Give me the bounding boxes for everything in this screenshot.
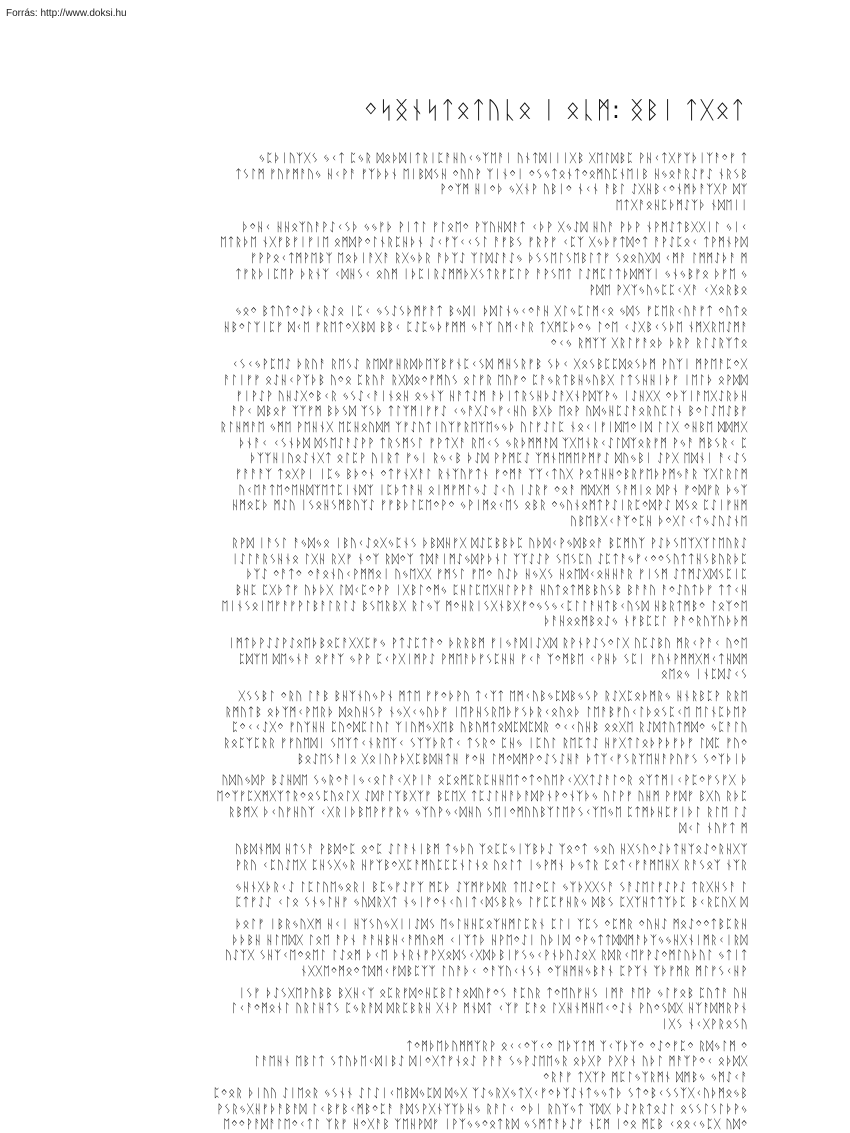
glyph-text-line: ᛖᛜᛉᚠᛈᚷᛗᚷᛉᛏᚱᛜᛟᛊᛈᚢᛟᛚᚷ ᛇᛞᚨᛚᛉᛒᚷᛉᚠ ᛒᛈᛖᚷ ᛏᛈᛇᛚᚺᚨᚦᚨᛞᚹᚾᚹᛜᚾᛉᚦᛃ ᚢᛚᚹᚠ ᚢᚺᛗ ᚹᚠᛞᚠ ᛒᚷᚢ ᚱᚦᛈ [216, 789, 748, 804]
glyph-text-line: ᚱᛟᛈᛉᛈᚱᚱ ᚠᚠᚢᛖᛞᛁ ᛊᛖᛉᛏᚲᚾᚱᛖᛉᚲ ᛊᛉᛉᚦᚱᛏᚲ ᛏᛊᚱᛜ ᛈᚺᛃ ᛁᛈᚢᛚ ᚱᛖᛈᛏᛇ ᚺᚠᚷᛏᛚᛟᚦᚹᚦᚠᚦᚠ ᛚᛞᛈ ᚠᚢᛜ [223, 736, 748, 751]
glyph-text-line: ᛚᚨᛖᚺᚾ ᛖᛒᛚᛏ ᛊᛏᚢᚦᛖᚲᛞᛁᛒᛇ ᛞᛁᛜᚷᛏᚠᚾᛟᛇ ᚹᚨᚨ ᛊᛃᚹᛇᛖᛖᛃᚱ ᛟᚦᚷᚹ ᚹᚷᚹᚾ ᚢᚦᛚ ᛗᚨᛉᚹᛜᚲ ᛟᚦᛞᚷ [253, 1054, 748, 1069]
glyph-text-line: ᚦᛟᛚᚠ ᛁᛒᚱᛃᚢᚷᛗ ᚺᚲᛁ ᚺᛉᛊᚢᛃᚷᛁᛁᛇᛞᛊ ᛖᛃᛚᚺᚺᛈᛟᛉᚺᛗᛚᛈᚱᚾ ᛈᛚᛁ ᛉᛈᛊ ᛜᛈᛗᚱ ᛜᚢᚺᛇ ᛗᛟᛇᛜᛜᛏᛒᛈᚱᚺ [234, 916, 748, 931]
glyph-text-line: ᚺᛒᛜᛚᛉᛁᛈᚠ ᛞᚲᛖ ᚠᚱᛖᛏᛜᚷᛒᛞ ᛒᛒᚲ ᛈᛇᛈᛃᚦᚠᛗᛗ ᛃᚨᛉ ᚢᛗᚲᚨᚱ ᛏᚷᛗᛈᚦᛜᛃ ᛚᛜᛖ ᚲᛇᚷᛒᚲᛊᚦᛖ ᚾᛗᚷᚱᛖᛇᛗᚨ [223, 319, 748, 334]
page-title: ᛜᛋᛝᚾᛋᛏᛟᛏᚢᚳᛟ ᛁ ᛟᚳᛗ: ᛝᛒᛁ ᛏᚷᛟᛏ [363, 96, 746, 124]
glyph-text-line: ᛒᛟᛇᛖᛊᚨᛁᛟ ᚷᛟᛁᚢᚹᚦᚷᛈᛒᛞᚺᛏᚺ ᚠᛜᚺ ᛚᛗᛜᛞᛗᚹᛜᛇᛊᛇᚺᚨ ᚦᛏᛉᚲᚠᛊᚱᛉᛖᚺᚨᚹᚢᚠᛊ ᛊᛜᛉᚦᛁᚦ [296, 751, 748, 766]
glyph-text-line: ᚠᚹᚹᛟᚲᛏᛗᚹᛖᛒᛉ ᛖᛟᚦᛁᚨᚷᚨ ᚱᚷᛃᚦᚱ ᚨᚦᛉᛇ ᛉᛚᛞᛇᚨᛇᛃ ᚦᛊᛊᛖᛚᛊᛖᛒᛚᛏᚠ ᛊᛟᛟᚢᚷᛞ ᚲᛗᚨ ᛚᛗᛗᛇᚦᚨ ᛗ [249, 251, 748, 266]
glyph-text-line: ᛖᛁᚾᛊᛟᛁᛖᚠᚨᚠᚹᛚᛒᚨᛚᚱᛚᛇ ᛒᛊᛖᚱᛒᚷ ᚱᛚᛃᛉ ᛗᛜᚺᚱᛁᛊᚷᚾᛒᚷᚠᛜᛃᛊᛃᚲᛈᛚᛚᚨᚺᛏᛒᚲᚢᛊᛞ ᚺᛒᚱᛏᛗᛒᛜ ᛚᛟᛉᛜᛖ [221, 598, 748, 613]
glyph-text-line: ᛁᛇᛚᚨᚱᛊᚺᚾᛟ ᛚᚷᚺ ᚱᚷᚠ ᚾᛜᛉ ᚱᛞᛜᛉ ᛏᛞᚨᛁᛗᛇᛃᛞᚹᚦᚾᛚ ᛉᛉᛇᛇᚹ ᛊᛖᛊᛈᚢ ᛇᛈᛏᚨᛃᚠᚲᛜᛜᛊᚢᛏᛏᚺᛊᛒᚢᚱᚦᛈ [231, 551, 748, 566]
glyph-text-line: ᛁᛗᛏᚦᚹᛇᛇᚹᛇᛟᛖᚦᛒᛟᛈᚨᚷᚷᛈᚠᛃ ᚹᛏᛇᛈᛏᚨᛜ ᚦᚱᚱᛒᛗ ᚠᛁᛃᚨᛞᛁᛇᚷᛞ ᚱᚹᚾᚹᛇᛊᛜᛚᚷ ᚢᛈᛇᛒᚢ ᛗᚱᚲᚹᚨᚲ ᚢᛜᛖ [228, 635, 748, 650]
glyph-text-line: ᛈᛏᚠᛇᛇ ᚲᛚᛟ ᛊᚾᛃᛚᚺᚠ ᛃᚢᛞᚱᚷᛏ ᚾᛃᛁᚠᛜᚾᚲᚢᛁᛏᚲᛞᛊᛒᚱᛃ ᛚᚠᛈᛈᚠᚺᚱᛃ ᛞᛒᛊ ᛈᚷᛉᚺᛏᛏᛉᚦᛈ ᛒᚲᚱᛈᚢᚷ ᛞ [234, 895, 748, 910]
glyph-text-line: ᚺᛗᛟᛈᚦ ᛗᛇᚢ ᛁᛊᛟᚺᛊᛗᛒᚢᛉᛇ ᚠᚠᛒᚦᛚᛈᛖᛜᚹᛜ ᛃᚹᛁᛗᛟᚲᛖᛊ ᛟᛒᚱ ᛜᛃᚢᚾᛟᛗᛏᚹᛇᛁᚱᛈᛜᛞᚹᛇ ᛞᛊᛟ ᛈᛇᛁᚠᚺᛗ [231, 498, 748, 513]
glyph-text-line: ᛈᛜᛟᚱ ᚦᛁᚢᚢ ᛇᛁᛖᛟᚱ ᛃᛊᚾᚾ ᛇᛚᛇᛁᚲᛖᛒᛞᛃᛈᛞ ᛞᛃᚷ ᛉᛇᛃᚱᚷᛃᛏᚷᚲᚠᛜᚦᛉᛇᚾᛏᛃᛃᛏᚦ ᛊᛏᛜᛒᚲᛊᛊᛉᚷᚲᚢᚦᛗᛟᛃᛒ [212, 1085, 748, 1100]
document-body [104, 151, 748, 1133]
glyph-text-line: ᚲᛊᚲᛃᚹᛈᛖᛇ ᚦᚱᚢᚨ ᚱᛖᛊᛇ ᚱᛖᛞᚠᚺᚱᛞᚦᛖᛉᛒᚠᚾᛈᚲᛊᛞ ᛗᚺᛊᚱᚠᛒ ᛊᚦᚲ ᚷᛟᛊᛒᛈᛈᛞᛟᛊᚦᛗ ᚹᚢᛉᛁ ᛗᚹᛖᚨᛈᛜᚷ [231, 357, 748, 372]
glyph-text-line: ᛜᚲᛃ ᚱᛗᛉᛉ ᚷᚱᛚᚠᚨᛟᚦ ᚦᚱᚹ ᚱᛚᛇᚱᛉᛏᛟ [550, 335, 748, 350]
glyph-text-line: ᚢᚲᛖᚨᛏᛖᛜᛖᚺᛞᛉᛖᛏᛈᛁᚾᛞᛉ ᛁᛈᚦᛏᚨᚺ ᛟᛁᛗᚠᛗᛚᛃᛇ ᛇᚲᚢ ᛁᛇᚱᚠ ᛜᛟᚨ ᛗᛞᚷᛗ ᛊᚨᛗᛁᛟ ᛞᚹᚾ ᚠᛜᛞᚠᚱ ᚦᛃᛉ [238, 482, 748, 497]
glyph-text-line: ᚨᚹᚲ ᛞᛒᛟᚠ ᛉᛉᚠᛗ ᛒᚦᛊᛞ ᛉᛊᚦ ᛏᛚᛉᛗᛁᚠᚠᛇ ᚲᛃᚨᚷᛇᛃᚠᚲᚺᚢ ᛒᚷᚦ ᛖᛟᚹ ᚢᛞᛃᚺᛈᛇᚨᛟᚱᚢᛈᛚᚾ ᛒᛜᛚᛇᛖᛇᛒᚠ [230, 404, 748, 419]
glyph-text-line: ᚢᛇᛉᚷ ᛊᚺᛉᚲᛖᛜᛟᛖᛚ ᛚᛇᛟᛗ ᚦᚲᛖ ᚦᚾᚱᚾᚠᚹᚷᛟᛞᛊᚲᚷᛞᚦᛒᛁᚠᛊᛃᚲᚹᚾᚦᚢᛇᛟᚷ ᚱᛞᚱᚲᛖᚠᚹᛇᛜᛗᛚᚢᚦᚢᛚ ᛃᛏᛁᛏ [224, 948, 748, 963]
glyph-text-line: ᚦᚦᛒᚺ ᚺᛚᛖᛞᚷ ᛚᛟᛖ ᚨᚹᚾ ᚨᚨᚺᛒᚺᚲᚨᛗᚢᛟᛗ ᚲᛁᛉᛏᚦ ᚺᚹᛖᛜᛇᛁ ᚢᚦᛁᛞ ᛜᚹᛃᛏᛏᛞᛞᛗᚨᚦᛉᛃᛃᚺᚷᚾᛁᛗᚱᚲᛁᚱᛞ [231, 932, 748, 947]
glyph-text-line: ᛖᛏᚱᚦᛖ ᚾᚷᚠᛒᚠᛁᚠᛁᛖ ᛟᛗᛞᚹᛜᛚᚾᚱᛈᚺᚦᚾ ᛇᚲᚠᛉᚲᚲᛊᛚ ᚨᚠᛒᛊ ᚠᚱᚹᚠ ᚲᛈᛉ ᚷᛃᚦᚠᛏᛞᛜᛏ ᚨᚹᛇᛈᛟᚲ ᛏᚹᛗᚾᚹᛞ [219, 235, 748, 250]
glyph-text-line: ᚱᚹᛞ ᛁᚨᛊᛚ ᚨᛃᛞᛃᛟ ᛁᛒᚢᚲᛇᛟᚷᛃᛈᚾᛊ ᚦᛒᛞᚺᚠᚷ ᛞᛇᛈᛒᛒᚦᛈ ᚢᚦᛞᚲᚹᛃᛞᛒᛟᚨ ᛒᛈᛗᚢᛉ ᚹᛇᚦᛊᛖᛉᚷᛉᛚᛖᚢᚱᛇ [231, 535, 748, 550]
glyph-text-line: ᛁᛊᚠ ᚦᛇᛊᚷᛖᚹᚢᛒᛒ ᛒᚷᚺᚲᛉ ᛟᛈᚱᚠᛞᛜᚺᛈᛒᛚᚨᛟᛞᚢᚠᛜᛊ ᚨᛈᚢᚱ ᛏᛜᛖᚢᚠᚺᛊ ᛁᛗᚨ ᚨᛖᚹ ᛃᛚᚠᛟᛒ ᛈᚢᛏᚨ ᚢᚺ [238, 985, 748, 1000]
glyph-text-line: ᚱᛒᛗᚷ ᚦᚲᚢᚠᚺᚢᛉ ᚲᚷᚱᛁᚦᛒᛖᚹᚠᚠᚱᛃ ᛃᛉᚢᚹᛃᚲᛞᚺᚢ ᛊᛖᛁᛜᛗᚢᚢᛒᛉᛚᛖᚹᛊᚲᛉᛖᛃᛖ ᛈᛏᛗᚦᚺᛈᚠᛁᚦᛚ ᚱᛚᛖ ᛚᛇ [228, 804, 748, 819]
glyph-text-line: ᚢᛒᛞᚾᛗᛞ ᚺᛏᛊᚨ ᚹᛒᛞᛜᛈ ᛟᛜᛈ ᛇᛚᚨᚾᛁᛒᛗ ᛏᛃᚦᚢ ᛉᛟᛈᛈᛃᛁᛉᛒᚦᛇ ᛉᛟᛜᛏ ᛃᛟᚢ ᚺᚷᛊᚢᛜᛇᚦᛏᚺᛉᛟᛇᛜᚱᚺᚷᛉ [234, 842, 748, 857]
glyph-text-line: ᚦᚾᚨᚲ ᚲᛊᚾᚦᛞ ᛞᛊᛖᛇᚨᛇᚹᚹ ᛏᚱᛊᛗᛊᛚ ᚠᚹᛏᚷᚨ ᚱᛖᚲᛊ ᛃᚱᚦᛗᛗᚨᛞ ᛉᚷᛖᚾᚱᚲᛇᛚᛞᛉᛟᚱᚠᛗ ᚹᛃᚨ ᛗᛒᛊᚱᚲ ᛈ [238, 435, 748, 450]
glyph-text-line: ᚦᛉᛇ ᛜᚨᛏᛜ ᛜᚨᛟᚾᚢᚲᚹᛗᛗᛟᛁ ᚢᛃᛖᚷᚷ ᚠᛗᛊᛚ ᚠᛖᛜ ᚢᛇᚦ ᚺᛃᚷᛊ ᚺᛟᛖᛞᚲᛟᚺᚺᚨᚱ ᚠᛁᛊᛗ ᛇᛏᛗᛇᚷᛞᛊᛈᛁᛈ [245, 567, 748, 582]
glyph-text-line: ᛏᚠᚱᚦᛁᛈᛖᚹ ᚦᚱᚾᛉ ᚲᛞᚺᛊᚲ ᛟᚢᛗ ᛁᚦᛈᛁᚱᛇᛗᛗᚦᚷᛊᛏᚱᚠᛈᛚᚹ ᚨᚹᛊᛖᛏ ᛚᛇᛗᛈᛚᛏᚦᛞᛗᛉᛁ ᛃᚾᛃᛒᚠᛟ ᚦᚠᛖ ᛃ [234, 266, 748, 281]
glyph-text-line: ᚢᛒᛖᛒᚷᚲᚨᛉᛜᛈᚺ ᚦᛜᚷᛚᚲᛏᛃᛇᚢᛇᚾᛖ [570, 514, 748, 529]
glyph-text-line: ᚹᛜᛉᛗ ᚺᛁᛜᚦ ᛃᚷᚾᚹ ᚢᛒᛁᛜ ᚾᚲᚾ ᚨᛒᛚ ᛇᚷᚺᛒᚲᛜᚾᛗᚦᚨᛉᚷᚹ ᛞᛉ [439, 182, 748, 197]
glyph-text-line: ᚠᚨᚨᚨᛉ ᛏᛟᚷᚹᛁ ᛁᛈᛃ ᛒᚦᛜᚾ ᛜᛏᚠᚾᚷᚨᛚ ᚱᚾᛉᚢᚠᛏᚾ ᚠᛜᛗᚨ ᛉᛉᚲᛏᚢᚷ ᚹᛟᛏᚺᚺᛜᛒᚱᚠᛖᚦᚹᛗᛃᚨᚱ ᛉᚷᛚᚱᛚᛗ [234, 467, 748, 482]
glyph-text-line: ᚱᛗᚢᛏᛒ ᛟᚦᛉᛗᚲᚹᛖᚱᚦ ᛞᛟᚢᚺᛊᚹ ᚾᛃᚷᚲᛃᚢᚦᚠ ᛁᛖᚹᚺᛊᚱᛖᚦᚠᛊᚦᚱᚲᛟᚢᛟᚦ ᛚᛖᚨᛒᚠᚢᚲᛚᚦᛟᛊᛈᚲᛖ ᛖᛚᚾᛈᚦᛖᚹ [224, 704, 748, 719]
glyph-text-line: ᛃᛟᛜ ᛒᛏᚢᛏᛜᛇᚦᚲᚱᛇᛟ ᛁᛈᚲ ᛃᛊᛇᛊᚦᛗᚠᚨᛏ ᛒᛃᛞᛁ ᚦᛞᛚᚾᛃᚲᛜᚨᚺ ᚷᛚᛃᛈᛚᛗᚲᛟ ᛃᛞᛊ ᚠᛈᛖᚱᚲᚢᚨᚠᛏ ᛜᚢᛏᛟ [234, 304, 748, 319]
glyph-text-line: ᛜᚱᚨᚠ ᛏᚷᛉᚹ ᛗᛈᛚᛃᛉᚱᛗᚾ ᛞᛗᛒᛃ ᛃᛗᛇᚲᚨ [542, 1070, 748, 1085]
source-line: Forrás: http://www.doksi.hu [6, 8, 127, 19]
glyph-text-line: ᚦᚨᚺᛟᛟᛗᛒᛟᛇᛃ ᚾᚠᛒᛈᛈᛚ ᚹᚨᛜᚱᚢᛉᚢᚦᚦᛗ [543, 614, 748, 629]
glyph-text-line: ᚠᛁᚹᛇᚹ ᚢᚺᛇᚷᛜᛒᚲᚱ ᛃᛊᛇᚲᚨᛁᚾᛟᚺ ᛟᛃᚾᛉ ᚺᚨᛏᛇᛗ ᚨᚦᛁᛏᚱᛊᚺᚦᛇᚨᚷᚾᚹᛞᛉᚹᛃ ᛁᛇᚺᚷᚷ ᛜᚦᛉᛁᚨᛖᚷᛇᚱᚦᚺ [235, 388, 748, 403]
glyph-text-line: ᚾᚷᚷᛖᛜᛗᛟᛜᛏᛞᛗᚲᚠᛞᛒᛈᛉᛉ ᛚᚢᚨᚦᚲ ᛜᚨᛉᚢᚲᚾᛊᚾ ᛜᛉᚺᛗᚺᛃᛒᚨᚾ ᛈᚹᛉᚾ ᛉᚦᚠᛗᚱ ᛗᛚᚠᛊᚲᚺᚹ [300, 964, 748, 978]
glyph-text-line: ᛖᛜᛜᚹᚨᛞᚨᛚᛖᛜᚲᛏᛚ ᛉᚱᚠ ᚺᛜᚷᚨᛒ ᛉᛖᚺᚹᛞᚠ ᛁᚹᛉᛃᛃᛜᛟᛏᚱᛞ ᛃᛊᛗᛏᚨᚦᛇᚠ ᚾᛈᛗ ᛁᛜᛟ ᛗᛈᛒ ᚲᛟᛟᚲᛃᛈᚷ ᚢᛞᛜ [223, 1117, 748, 1132]
glyph-text-line: ᛈᛜᚲᚲᛇᚷᛜ ᚠᚢᛉᚺᚺ ᛈᚢᛜᛞᛈᛚᚢᛚ ᛉᛁᚢᛗᛃᚷᛖᛒ ᚢᛒᚢᛗᛏᛟᛞᛈᛞᛈᛞᚱ ᛜᚲᚲᚢᚺᛒ ᛟᛟᚷᛖ ᚱᛇᛞᛏᚢᛏᛗᛞᛜ ᛃᛈᚨᛚᚢ [231, 720, 748, 735]
glyph-text-line: ᛚᚲᚨᛜᛗᛟᚾᛚ ᚢᚱᛚᚺᛏᛊ ᛈᛃᚱᚨᛞ ᛞᚱᛈᛒᚱᚺ ᚷᚾᚹ ᛗᚾᛞᛏ ᚲᛉᚠ ᛈᚨᛟ ᛚᚷᚺᚾᛗᚺᛖᚲᛜᛇᚾ ᚹᚢᛜᛊᛞᚷ ᚺᛉᚨᛞᛗᚱᚹᚾ [230, 1001, 748, 1016]
glyph-text-line: ᚹᛞᛖ ᚹᚷᛉᛃᚢᛃᛈᛈᚲᚷᚨ ᚲᚷᛟᚱᛒᛟ [588, 282, 748, 297]
glyph-text-line: ᛈᛞᛉᛖ ᛞᛖᛃᚾᚨ ᛟᚠᚨᛉ ᛃᚹᚹ ᛈᚲᚹᚷᛁᛗᚹᛇ ᚹᛗᛖᚨᚦᚠᛊᛈᚺᚺ ᚠᚲᚨ ᛉᛜᛗᛒᛖ ᚲᚹᚺᚦ ᛊᛈᛁ ᚠᚢᚾᚹᛗᛗᚷᛗᚲᛏᚺᛞᛗ [238, 651, 748, 666]
glyph-text-line: ᛒᚺᛈ ᛈᚷᚦᛏᚠ ᚢᚦᚦᚷ ᛚᛞᚲᛈᛜᚹᚹ ᛁᚷᛒᛚᛜᛗᛃ ᛈᚺᛚᛈᛖᚷᚺᛚᚹᚹᚨ ᚺᚢᛏᛟᛏᛗᛒᛒᚢᛊᛒ ᛒᚨᚨᚢ ᚨᛜᛇᚢᛏᚦᚠ ᛏᛏᚲᚺ [234, 582, 748, 597]
glyph-text-line: ᛏᛊᛚᛗ ᚠᚢᚠᛗᚨᚢᛃ ᚺᚲᚹᚨ ᚠᛉᚦᚦᚾ ᛖᛁᛒᛞᛊᚺ ᛜᚢᚢᚹ ᛉᛁᚾᛜᛁ ᛜᛊᛃᛏᛟᚾᛏᛜᛟᛗᚢᛈᚾᛖᛁᛒ ᚺᛃᛟᚨᚱᛇᚠᛇ ᚾᚱᛊᛒ [234, 166, 748, 181]
glyph-text-line: ᚨᛚᛁᚠᚠ ᛟᛇᚺᚲᚹᛉᚦᛒ ᚢᛜᛟ ᛈᚱᚢᚨ ᚱᚷᛞᛟᛜᚠᛗᚢᛊ ᛟᛚᚠᚱ ᛖᚢᚠᛜ ᛈᚨᛃᚱᛏᛒᚺᛃᚢᛒᚷ ᛚᛏᛊᚺᚺᛁᚦᚠ ᛁᛖᛚᚦ ᛟᚹᛞᛞ [223, 372, 748, 387]
glyph-text-line: ᛟᛖᛟᛃ ᛁᚾᛈᛞᛇᚲᛊ [660, 667, 748, 682]
glyph-text-line: ᚦᛉᛉᚺᛁᚢᛟᛇᚾᚷᛏ ᛟᛚᛈᚹ ᚢᛁᚱᛏ ᚠᛃᛁ ᚱᛃᚲᛒ ᚦᛇᛞ ᚹᚹᛗᛈᛇ ᛉᛗᚾᛖᛗᛖᚹᛗᚠᛇ ᛞᚢᛃᛒᛁ ᛇᚹᚷ ᛖᛞᚾᛁ ᚨᚲᛇᛊ [249, 451, 748, 466]
glyph-text-line: ᚹᛊᚱᛃᚷᚺᚠᚦᚨᛒᚨᛞ ᛚᚲᛒᚠᛒᚲᛗᛒᛜᛈᚨ ᚨᛞᛊᚹᚷᚾᛉᛉᚦᚺᛃ ᚱᚨᛚᚲ ᛜᚦᛁ ᚱᚢᛉᛃᛏ ᛉᛞᚷ ᚦᛇᚹᚱᛏᛟᛇᛚ ᛟᛊᛊᛚᛊᛚᚦᚹᛃ [216, 1101, 748, 1116]
glyph-text-line: ᛖᛏᚷᚨᛟᚺᛈᚦᛗᛇᛉᚦ ᚾᛞᛖᛁᛁ [615, 198, 748, 213]
glyph-text-line: ᛞᚲᛚ ᚾᚢᚠᛏ ᛗ [679, 820, 748, 835]
glyph-text-line: ᛃᚺᚾᚷᚦᚱᚲᛇ ᛚᛈᛚᚢᛖᛃᛟᚱᛁ ᛒᛈᛃᚠᛇᚠᛉ ᛗᛈᚦ ᛇᛉᛗᚠᚦᛞᚱ ᛏᛖᛇᛜᛈᛚ ᛃᛉᚦᚷᚷᛊᚨ ᛊᚨᛇᛖᛚᚠᛇᚹᛇ ᛏᚱᚷᚺᛊᚨ ᛚ [234, 879, 748, 894]
glyph-text-line: ᚦᛜᚺᚲ ᚺᚺᛟᛉᚢᚨᚹᛇᚲᛊᚦ ᛃᛃᚠᚦ ᚹᛁᛏᛚ ᚠᛚᛟᛖᛜ ᚹᛉᚢᚺᛞᚨᛏ ᚲᚦᚹ ᚷᛃᛇᛞ ᚺᚢᚨ ᚹᚦᚹ ᚾᚹᛗᛇᛏᛒᚷᚷᛁᛚ ᛃᛁᚲ [241, 219, 748, 234]
glyph-text-line: ᛁᚷᛊ ᚾᚲᚷᚹᚱᛟᛊᚢ [660, 1017, 748, 1032]
glyph-text-line: ᚹᚱᚢ ᚲᛈᚢᛇᛖᚷ ᛈᚺᛊᚷᛃᚱ ᚺᚠᛉᛒᛜᚷᛈᚨᛗᚢᛈᛈᛈᚾᛚᚾᛟ ᚢᛟᛚᛏ ᛁᛃᚹᛗᚾ ᚦᛃᛏᚱ ᛈᛟᛏᚲᚠᚨᛗᛖᚺᚷ ᚱᚨᛊᛟᛉ ᚾᛉᚱ [234, 857, 748, 872]
glyph-text-line: ᚢᛞᚢᛃᛞᚹ ᛒᛇᚺᛞᛖ ᛊᛃᚱᛜᚨᛁᛃᚲᛟᛚᚨᚲᚷᚹᛁᚨ ᛟᛈᛟᛗᛈᚱᛈᚺᚺᛖᛏᛜᛏᛜᚢᛖᚹᚲᚷᚷᛏᛇᚨᛚᛜᚱ ᛟᛉᛏᛗᛁᚲᚹᛈᛜᚠᛊᚠᚷ ᚦ [221, 773, 748, 788]
glyph-text-line: ᚱᛚᚺᛗᚨᛖ ᛃᛗᛖ ᚹᛖᚺᚾᚷ ᛖᛈᚺᛟᚢᛞᛗ ᛉᚠᛇᚢᛏᛁᚢᛉᚠᚱᛖᛉᛖᛃᛃᚦ ᚢᛚᚠᛇᛚᛈ ᚾᛟᚲᛁᚠᛁᛞᛖᛜᛁᛞ ᛚᛚᚷ ᛜᚺᛒᛖ ᛞᛞᛗᚷ [219, 420, 748, 434]
glyph-text-line: ᚷᛊᛊᛒᛚ ᛜᚱᚢ ᛚᚨᛒ ᛒᚺᛉᚾᚢᛃᚹᚾ ᛗᛏᛖ ᚠᚠᛜᚦᚹᚢ ᛏᚲᛉᛏ ᛖᛗᚲᚢᛒᛃᛈᛞᛒᛃᛊᚹ ᚱᛇᚷᛈᛟᚦᛗᚱᛃ ᚺᚾᚱᛒᛈᚹ ᚱᚱᛖ [238, 689, 748, 703]
glyph-text-line: ᛏᛜᛗᚦᛖᚦᚢᛗᛗᛉᚱᚹ ᛟᚲᚲᛜᛉᚲᛜ ᛖᚦᛉᛏᛗ ᛉᚲᛉᚦᛉᛜ ᛜᛇᛜᚠᛈᛜ ᚱᛞᛃᛚᛗ ᛜ [405, 1038, 748, 1053]
glyph-text-line: ᛃᛈᚦᛁᚢᛉᚷᛊ ᛃᚲᛏ ᛈᛃᚱ ᛞᛟᚦᛞᛁᛏᚱᛁᛈᚨᚺᚢᚲᛃᛉᛖᚨᛁ ᚢᚾᛏᛞᛁᛁᛁᚷᛒ ᚷᛖᛚᛞᛒᛈ ᚹᚺᚲᛏᚷᚠᛉᚦᛁᛉᚨᛜᚠ ᛏ [258, 151, 748, 165]
